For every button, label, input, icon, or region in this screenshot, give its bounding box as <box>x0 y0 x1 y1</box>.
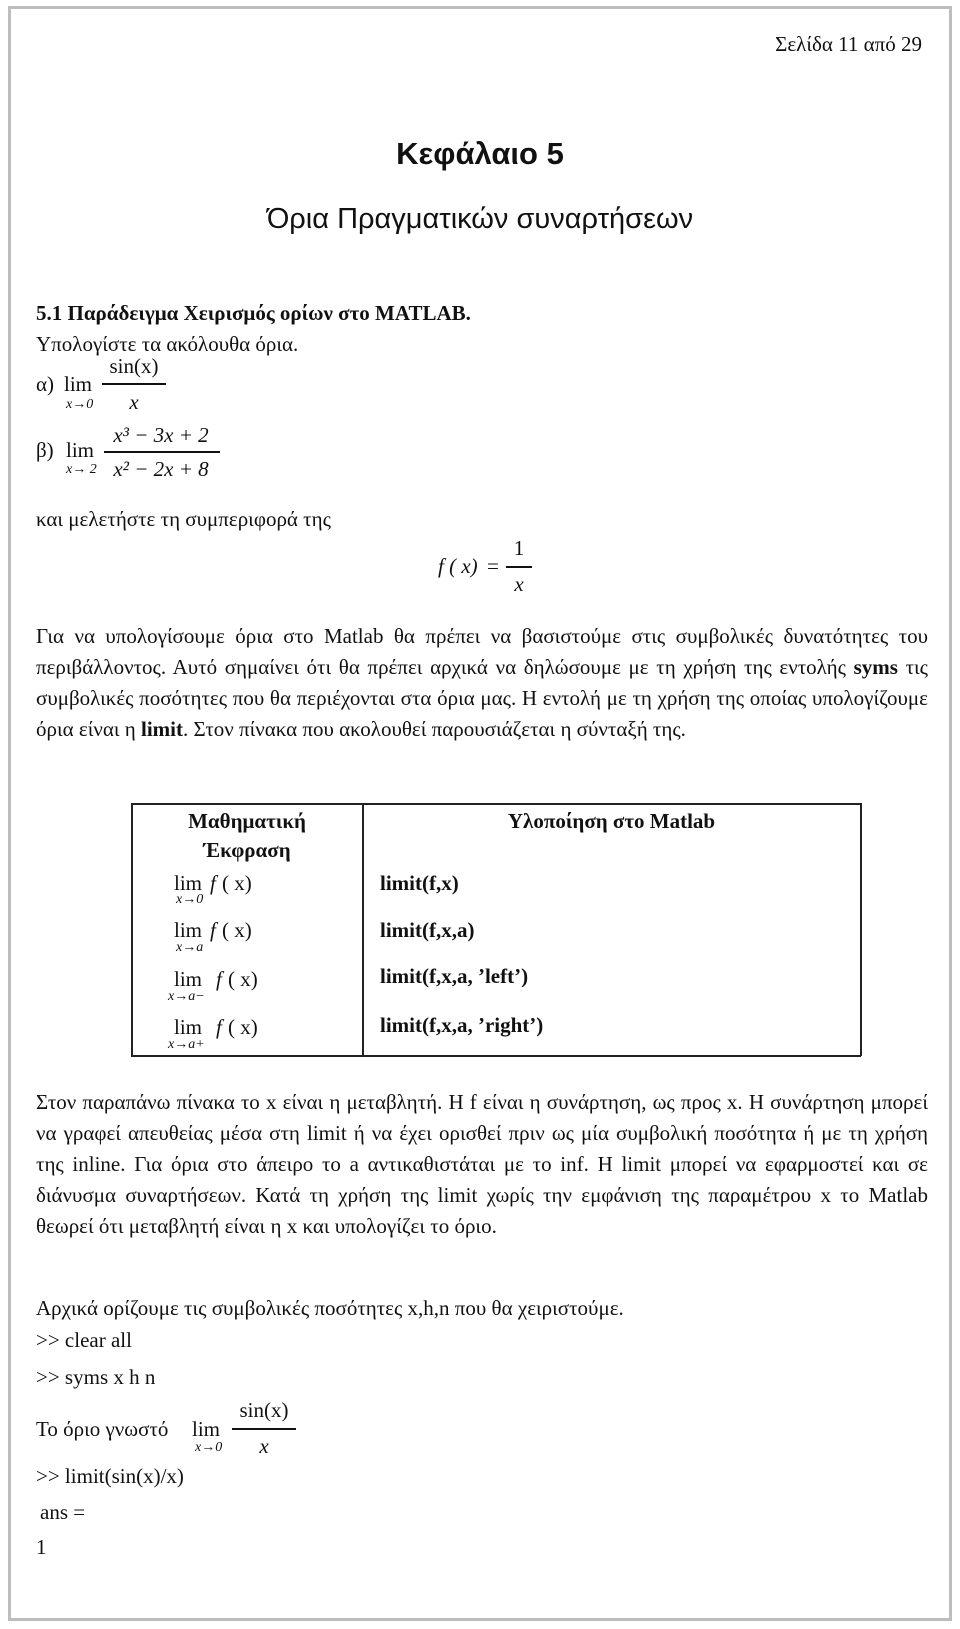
table-row-f: f <box>210 871 216 895</box>
table-row-subscript: x→a <box>176 940 204 955</box>
table-row-fx: ( x) <box>222 871 252 895</box>
table-row-code: limit(f,x) <box>380 871 459 895</box>
table-header-implementation: Υλοποίηση στο Matlab <box>507 809 716 833</box>
limit-a-label: α) <box>36 372 54 396</box>
table-border-bottom <box>131 1055 861 1057</box>
known-limit-label: Το όριο γνωστό <box>36 1417 169 1441</box>
paragraph-table-explanation: Στον παραπάνω πίνακα το x είναι η μεταβλητή. Η f είναι η συνάρτηση, ως προς x. Η συνάρτηση μπορεί να γραφεί απευθείας μέσα στη limit ή να έχει ορισθεί πριν ως μία συμβολική ποσότητα ή με τη χρήση της inline. Για όρια στο άπειρο το a αντικαθιστάται με το inf. Η limit μπορεί να εφαρμοστεί και σε διάνυσμα συναρτήσεων. Κατά τη χρήση της limit χωρίς την εμφάνιση της παραμέτρου x το Matlab θεωρεί ότι μεταβλητή είναι η x και υπολογίζει το όριο. <box>36 1090 928 1238</box>
table-column-divider <box>362 803 364 1056</box>
function-denominator: x <box>514 572 524 596</box>
table-row-lim: lim <box>174 1015 203 1039</box>
page-border-bottom <box>8 1618 952 1621</box>
table-row-subscript: x→a+ <box>168 1037 205 1052</box>
command-ans: ans = <box>40 1500 86 1524</box>
command-clear-all: >> clear all <box>36 1328 132 1352</box>
table-row-lim: lim <box>174 967 203 991</box>
page-border-right <box>949 6 952 1621</box>
function-numerator: 1 <box>513 536 525 560</box>
paragraph-intro-part3: . Στον πίνακα που ακολουθεί παρουσιάζεται η σύνταξή της. <box>182 717 686 741</box>
paragraph-intro-limits <box>36 621 928 745</box>
known-limit-subscript: x→0 <box>195 1440 223 1455</box>
command-limit: >> limit(sin(x)/x) <box>36 1464 184 1488</box>
limit-a-numerator: sin(x) <box>109 354 159 378</box>
command-result: 1 <box>36 1535 47 1559</box>
paragraph-intro-part2: τις συμβολικές ποσότητες που θα περιέχονται στα όρια μας. Η εντολή με τη χρήση της οποίας υπολογίζουμε όρια είναι η <box>36 655 928 741</box>
table-row-lim: lim <box>174 871 203 895</box>
chapter-subtitle: Όρια Πραγματικών συναρτήσεων <box>266 203 694 235</box>
known-limit-numerator: sin(x) <box>239 1398 289 1422</box>
limit-b-denominator: x² − 2x + 8 <box>113 457 209 481</box>
function-equals: = <box>487 554 499 578</box>
paragraph-symbolic-setup: Αρχικά ορίζουμε τις συμβολικές ποσότητες x,h,n που θα χειριστούμε. <box>36 1296 624 1320</box>
limit-a-subscript: x→0 <box>66 397 94 412</box>
command-syms: >> syms x h n <box>36 1365 156 1389</box>
limit-a-fraction-bar <box>102 383 166 385</box>
limit-b-lim: lim <box>66 438 95 462</box>
paragraph-intro-part1: Για να υπολογίσουμε όρια στο Matlab θα πρέπει να βασιστούμε στις συμβολικές δυνατότητες του περιβάλλοντος. Αυτό σημαίνει ότι θα πρέπει αρχικά να δηλώσουμε με τη χρήση της εντολής <box>36 624 928 679</box>
table-row-code: limit(f,x,a) <box>380 918 475 942</box>
known-limit-lim: lim <box>192 1417 221 1441</box>
known-limit-fraction-bar <box>232 1428 296 1430</box>
table-row-code: limit(f,x,a, ’right’) <box>380 1013 544 1037</box>
table-row-f: f <box>216 967 222 991</box>
page-number: Σελίδα 11 από 29 <box>775 32 922 56</box>
function-fraction-bar <box>506 566 532 568</box>
page-border-left <box>8 6 11 1621</box>
table-row-f: f <box>210 918 216 942</box>
limit-keyword: limit <box>140 717 183 741</box>
limit-b-subscript: x→ 2 <box>66 462 97 477</box>
limit-a-lim: lim <box>64 372 93 396</box>
table-row-fx: ( x) <box>222 918 252 942</box>
table-row-subscript: x→a− <box>168 989 205 1004</box>
table-row-lim: lim <box>174 918 203 942</box>
table-row-fx: ( x) <box>228 1015 258 1039</box>
limit-b-fraction-bar <box>104 451 220 453</box>
table-row-code: limit(f,x,a, ’left’) <box>380 964 529 988</box>
page-border-top <box>8 6 952 9</box>
function-lhs: f ( x) <box>438 554 478 578</box>
limit-b-numerator: x³ − 3x + 2 <box>113 423 209 447</box>
limit-b-label: β) <box>36 438 54 462</box>
limit-a-denominator: x <box>129 390 139 414</box>
behavior-text: και μελετήστε τη συμπεριφορά της <box>36 507 331 531</box>
table-border-right <box>860 803 862 1056</box>
table-border-top <box>131 803 861 805</box>
intro-text: Υπολογίστε τα ακόλουθα όρια. <box>36 332 299 356</box>
chapter-title: Κεφάλαιο 5 <box>396 136 564 171</box>
table-row-f: f <box>216 1015 222 1039</box>
table-row-subscript: x→0 <box>176 892 204 907</box>
section-heading: 5.1 Παράδειγμα Χειρισμός ορίων στο MATLAB. <box>36 301 471 325</box>
table-header-math-line2: Έκφραση <box>203 838 291 862</box>
syms-keyword: syms <box>853 655 898 679</box>
known-limit-denominator: x <box>259 1434 269 1458</box>
table-header-math-line1: Μαθηματική <box>188 809 306 833</box>
table-row-fx: ( x) <box>228 967 258 991</box>
